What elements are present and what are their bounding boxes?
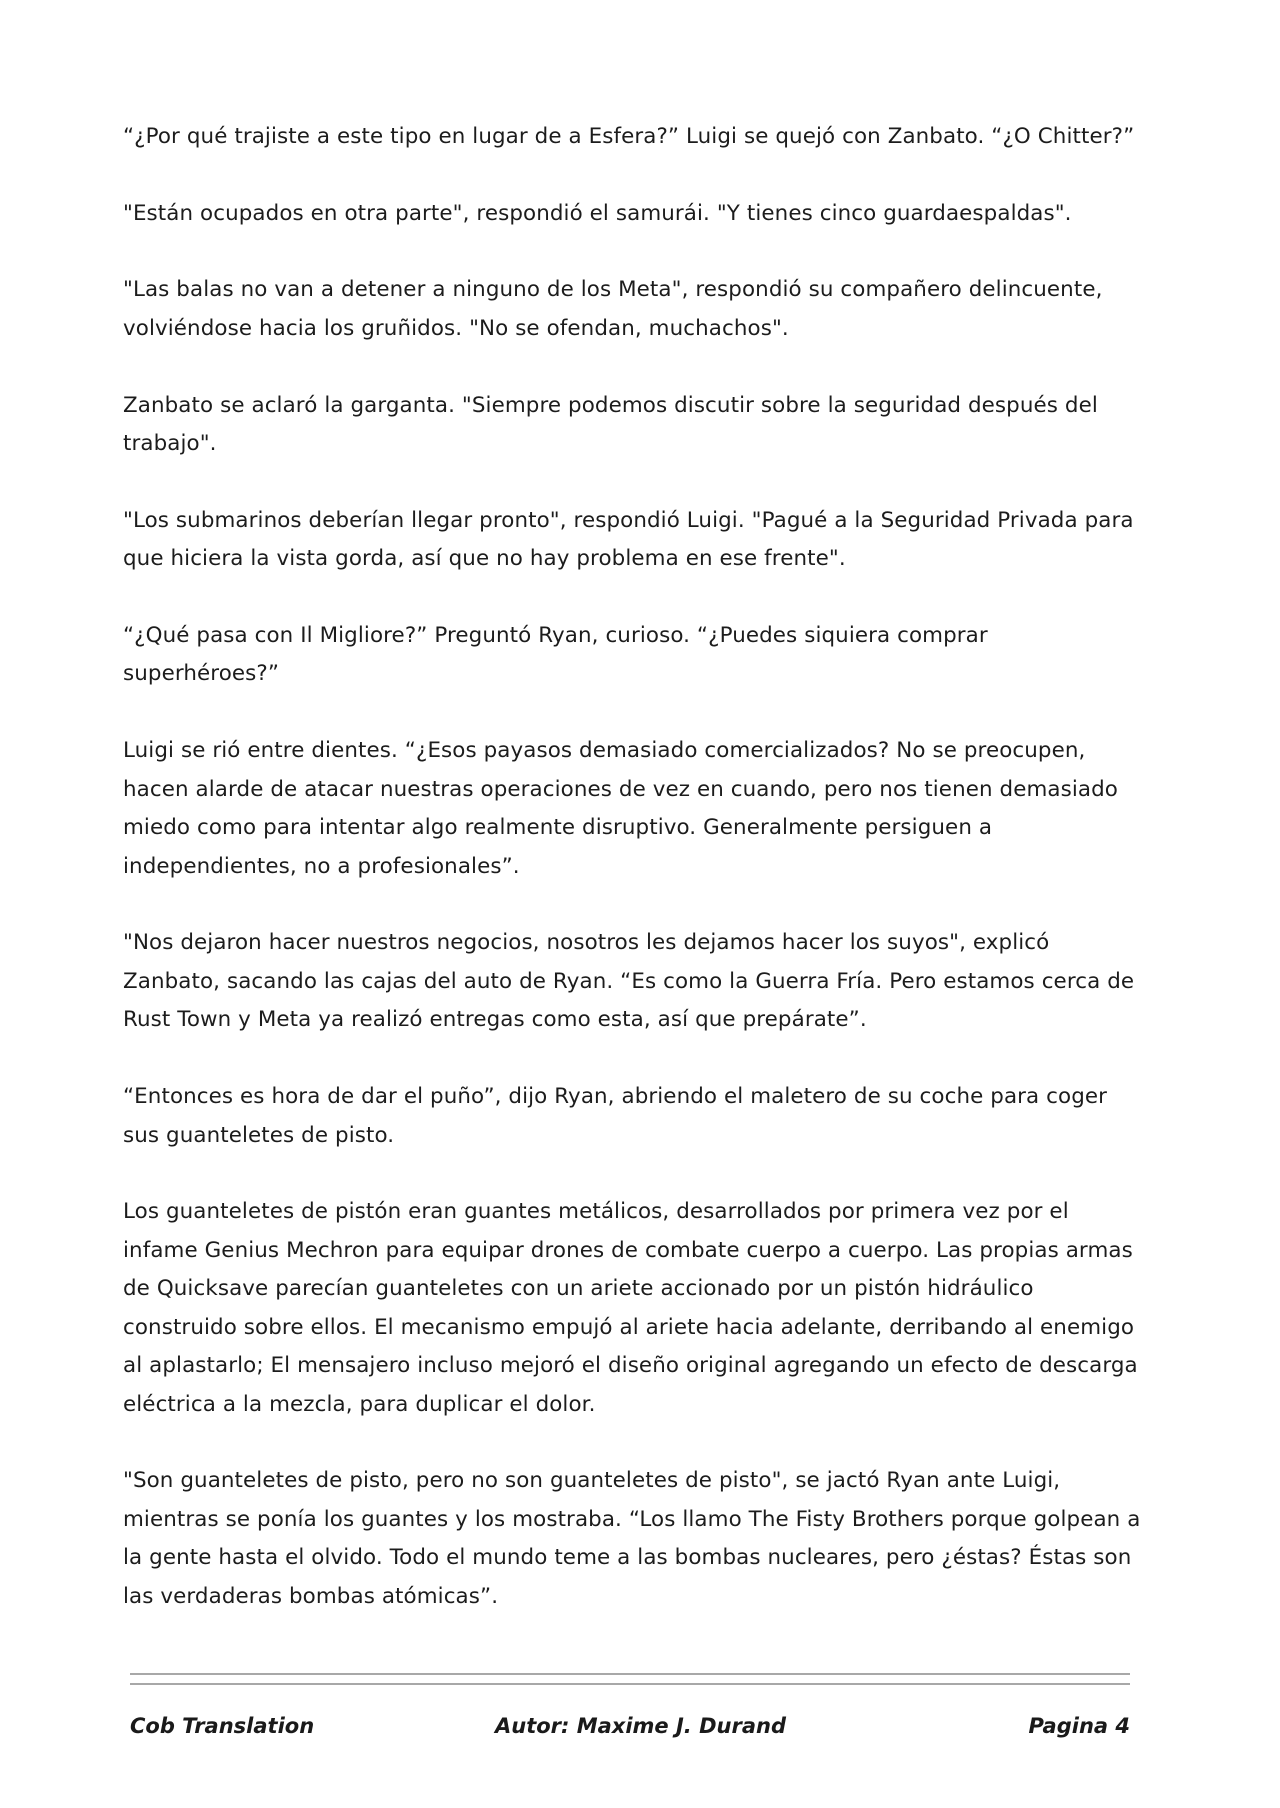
footer-divider [130,1683,1130,1685]
paragraph: “Entonces es hora de dar el puño”, dijo Ryan, abriendo el maletero de su coche para coger sus guanteletes de pisto. [123,1084,1108,1148]
paragraph: "Las balas no van a detener a ninguno de los Meta", respondió su compañero delincuente, volviéndose hacia los gruñidos. "No se ofendan, muchachos". [123,277,1103,341]
footer-author: Autor: Maxime J. Durand [495,1714,786,1738]
paragraph: "Están ocupados en otra parte", respondió el samurái. "Y tienes cinco guardaespaldas". [123,200,1072,226]
footer-page-number: Pagina 4 [1028,1714,1130,1738]
paragraph: "Nos dejaron hacer nuestros negocios, nosotros les dejamos hacer los suyos", explicó Zanbato, sacando las cajas del auto de Ryan. “Es como la Guerra Fría. Pero estamos cerca de Rust Town y Meta ya realizó entregas como esta, así que prepárate”. [123,930,1135,1033]
paragraph: “¿Por qué trajiste a este tipo en lugar de a Esfera?” Luigi se quejó con Zanbato. “¿O Chitter?” [123,124,1135,149]
paragraph: Los guanteletes de pistón eran guantes metálicos, desarrollados por primera vez por el infame Genius Mechron para equipar drones de combate cuerpo a cuerpo. Las propias armas de Quicksave parecían guanteletes con un ariete accionado por un pistón hidráulico construido sobre ellos. El mecanismo empujó al ariete hacia adelante, derribando al enemigo al aplastarlo; El mensajero incluso mejoró el diseño original agregando un efecto de descarga eléctrica a la mezcla, para duplicar el dolor. [123,1199,1138,1417]
paragraph: "Los submarinos deberían llegar pronto", respondió Luigi. "Pagué a la Seguridad Privada para que hiciera la vista gorda, así que no hay problema en ese frente". [123,507,1134,572]
footer-divider [130,1673,1130,1675]
paragraph: Luigi se rió entre dientes. “¿Esos payasos demasiado comercializados? No se preocupen, hacen alarde de atacar nuestras operaciones de vez en cuando, pero nos tienen demasiado miedo como para intentar algo realmente disruptivo. Generalmente persiguen a independientes, no a profesionales”. [123,738,1118,879]
page-footer [130,1714,1130,1744]
paragraph: “¿Qué pasa con Il Migliore?” Preguntó Ryan, curioso. “¿Puedes siquiera comprar superhéroes?” [123,622,988,687]
paragraph: Zanbato se aclaró la garganta. "Siempre podemos discutir sobre la seguridad después del trabajo". [123,392,1098,457]
paragraph: "Son guanteletes de pisto, pero no son guanteletes de pisto", se jactó Ryan ante Luigi, mientras se ponía los guantes y los mostraba. “Los llamo The Fisty Brothers porque golpean a la gente hasta el olvido. Todo el mundo teme a las bombas nucleares, pero ¿éstas? Éstas son las verdaderas bombas atómicas”. [123,1468,1141,1609]
body-text [123,118,1143,1655]
footer-translator: Cob Translation [130,1714,315,1738]
